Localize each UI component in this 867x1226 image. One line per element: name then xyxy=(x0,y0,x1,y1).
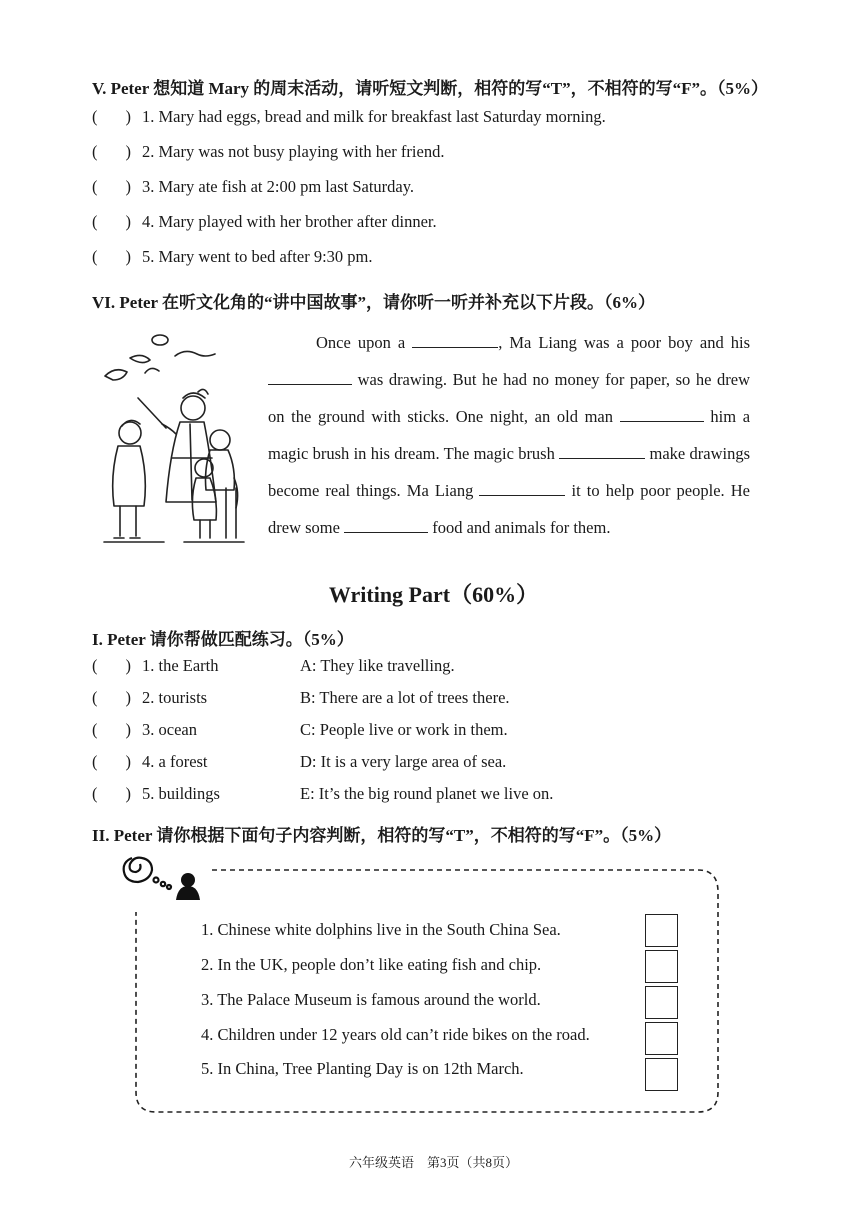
section-v-item-3: ( ) 3. Mary ate fish at 2:00 pm last Saturday. xyxy=(92,177,415,196)
section-vi-heading: VI. Peter 在听文化角的“讲中国故事”，请你听一听并补充以下片段。（6%） xyxy=(92,293,656,312)
story-blank-1[interactable] xyxy=(412,333,498,348)
section-v-item-1: ( ) 1. Mary had eggs, bread and milk for breakfast last Saturday morning. xyxy=(92,107,606,126)
page-footer: 六年级英语 第3页（共8页） xyxy=(348,1155,518,1170)
match-row-4: ( ) 4. a forest xyxy=(92,752,208,771)
section-i-heading: I. Peter 请你帮做匹配练习。（5%） xyxy=(92,630,354,649)
section-v-item-2: ( ) 2. Mary was not busy playing with her friend. xyxy=(92,142,445,161)
match-option-b: B: There are a lot of trees there. xyxy=(300,688,510,707)
answer-box-1[interactable] xyxy=(645,914,678,947)
statement-4: 4. Children under 12 years old can’t ride bikes on the road. xyxy=(201,1025,590,1044)
story-blank-4[interactable] xyxy=(559,444,645,459)
answer-box-4[interactable] xyxy=(645,1022,678,1055)
statement-2: 2. In the UK, people don’t like eating fish and chip. xyxy=(201,955,542,974)
writing-part-title: Writing Part（60%） xyxy=(328,582,539,607)
statement-3: 3. The Palace Museum is famous around the world. xyxy=(201,990,541,1009)
section-v-item-5: ( ) 5. Mary went to bed after 9:30 pm. xyxy=(92,247,373,266)
story-blank-3[interactable] xyxy=(620,407,704,422)
match-row-5: ( ) 5. buildings xyxy=(92,784,220,803)
match-row-2: ( ) 2. tourists xyxy=(92,688,208,707)
story-blank-2[interactable] xyxy=(268,370,352,385)
answer-box-3[interactable] xyxy=(645,986,678,1019)
statement-1: 1. Chinese white dolphins live in the South China Sea. xyxy=(201,920,561,939)
story-paragraph: Once upon a , Ma Liang was a poor boy and his was drawing. But he had no money for paper, so he drew on the ground with sticks. One night, an old man him a magic brush in his dream. The magic brush make drawings become real things. Ma Liang it to help poor people. He drew some food and animals for them. xyxy=(268,333,751,537)
section-v-heading: V. Peter 想知道 Mary 的周末活动，请听短文判断，相符的写“T”，不相符的写“F”。（5%） xyxy=(92,79,769,98)
ma-liang-illustration xyxy=(100,328,250,550)
answer-box-5[interactable] xyxy=(645,1058,678,1091)
match-row-1: ( ) 1. the Earth xyxy=(92,656,219,675)
answer-box-2[interactable] xyxy=(645,950,678,983)
story-blank-6[interactable] xyxy=(344,518,428,533)
statement-5: 5. In China, Tree Planting Day is on 12th March. xyxy=(201,1059,524,1078)
section-v-item-4: ( ) 4. Mary played with her brother after dinner. xyxy=(92,212,437,231)
match-option-d: D: It is a very large area of sea. xyxy=(300,752,507,771)
match-option-e: E: It’s the big round planet we live on. xyxy=(300,784,554,803)
story-blank-5[interactable] xyxy=(479,481,565,496)
match-option-c: C: People live or work in them. xyxy=(300,720,508,739)
section-ii-heading: II. Peter 请你根据下面句子内容判断，相符的写“T”，不相符的写“F”。（5%） xyxy=(92,826,672,845)
match-option-a: A: They like travelling. xyxy=(300,656,455,675)
match-row-3: ( ) 3. ocean xyxy=(92,720,197,739)
